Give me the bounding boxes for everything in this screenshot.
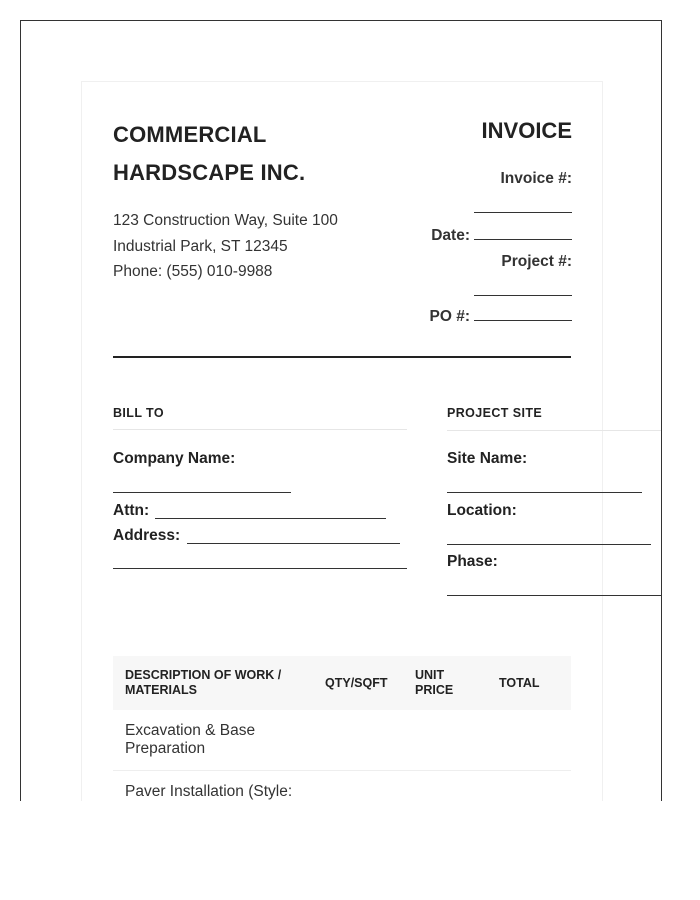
location-label: Location: <box>447 502 517 519</box>
invoice-sheet <box>81 81 603 801</box>
project-site-heading: PROJECT SITE <box>447 406 543 420</box>
row-qty[interactable] <box>313 771 403 802</box>
row-description[interactable]: Paver Installation (Style: <box>113 771 313 802</box>
address-line-2: Industrial Park, ST 12345 <box>113 237 288 255</box>
table-header-row <box>113 656 571 710</box>
header-unit-price: UNIT PRICE <box>403 656 487 710</box>
invoice-number-label: Invoice #: <box>500 170 572 187</box>
table-row <box>113 771 571 802</box>
project-site-rule <box>447 430 662 431</box>
project-number-field[interactable] <box>474 281 572 296</box>
table-row <box>113 710 571 771</box>
po-field[interactable] <box>474 306 572 321</box>
attn-field[interactable] <box>155 518 386 519</box>
header-total: TOTAL <box>487 656 571 710</box>
company-name: COMMERCIAL HARDSCAPE INC. <box>113 122 306 185</box>
po-row <box>412 306 572 326</box>
row-total[interactable] <box>487 771 571 802</box>
row-unit-price[interactable] <box>403 771 487 802</box>
invoice-number-row <box>412 170 572 213</box>
phase-field[interactable] <box>447 595 662 596</box>
bill-to-rule <box>113 429 407 430</box>
date-row <box>412 225 572 245</box>
phase-label: Phase: <box>447 553 498 570</box>
date-label: Date: <box>431 227 470 244</box>
site-name-label: Site Name: <box>447 450 528 467</box>
row-total[interactable] <box>487 710 571 771</box>
po-label: PO #: <box>429 308 470 325</box>
header-description: DESCRIPTION OF WORK / MATERIALS <box>113 656 313 710</box>
company-name-field[interactable] <box>113 492 291 493</box>
line-items-table <box>113 656 571 801</box>
page-frame <box>20 20 662 801</box>
location-field[interactable] <box>447 544 651 545</box>
company-phone: Phone: (555) 010-9988 <box>113 263 273 280</box>
invoice-meta <box>412 170 572 326</box>
address-label: Address: <box>113 527 181 544</box>
company-address <box>113 208 338 285</box>
row-unit-price[interactable] <box>403 710 487 771</box>
invoice-title: INVOICE <box>481 118 572 143</box>
bill-to-heading: BILL TO <box>113 406 164 420</box>
row-qty[interactable] <box>313 710 403 771</box>
date-field[interactable] <box>474 225 572 240</box>
header-qty: QTY/SQFT <box>313 656 403 710</box>
address-line-1: 123 Construction Way, Suite 100 <box>113 212 338 229</box>
site-name-field[interactable] <box>447 492 642 493</box>
address-field[interactable] <box>187 543 400 544</box>
attn-label: Attn: <box>113 502 150 519</box>
header-divider <box>113 356 571 358</box>
company-name-label: Company Name: <box>113 450 236 467</box>
address-field-line-2[interactable] <box>113 568 407 569</box>
invoice-number-field[interactable] <box>474 198 572 213</box>
row-description[interactable]: Excavation & Base Preparation <box>113 710 313 771</box>
project-number-row <box>412 253 572 296</box>
project-number-label: Project #: <box>501 253 572 270</box>
